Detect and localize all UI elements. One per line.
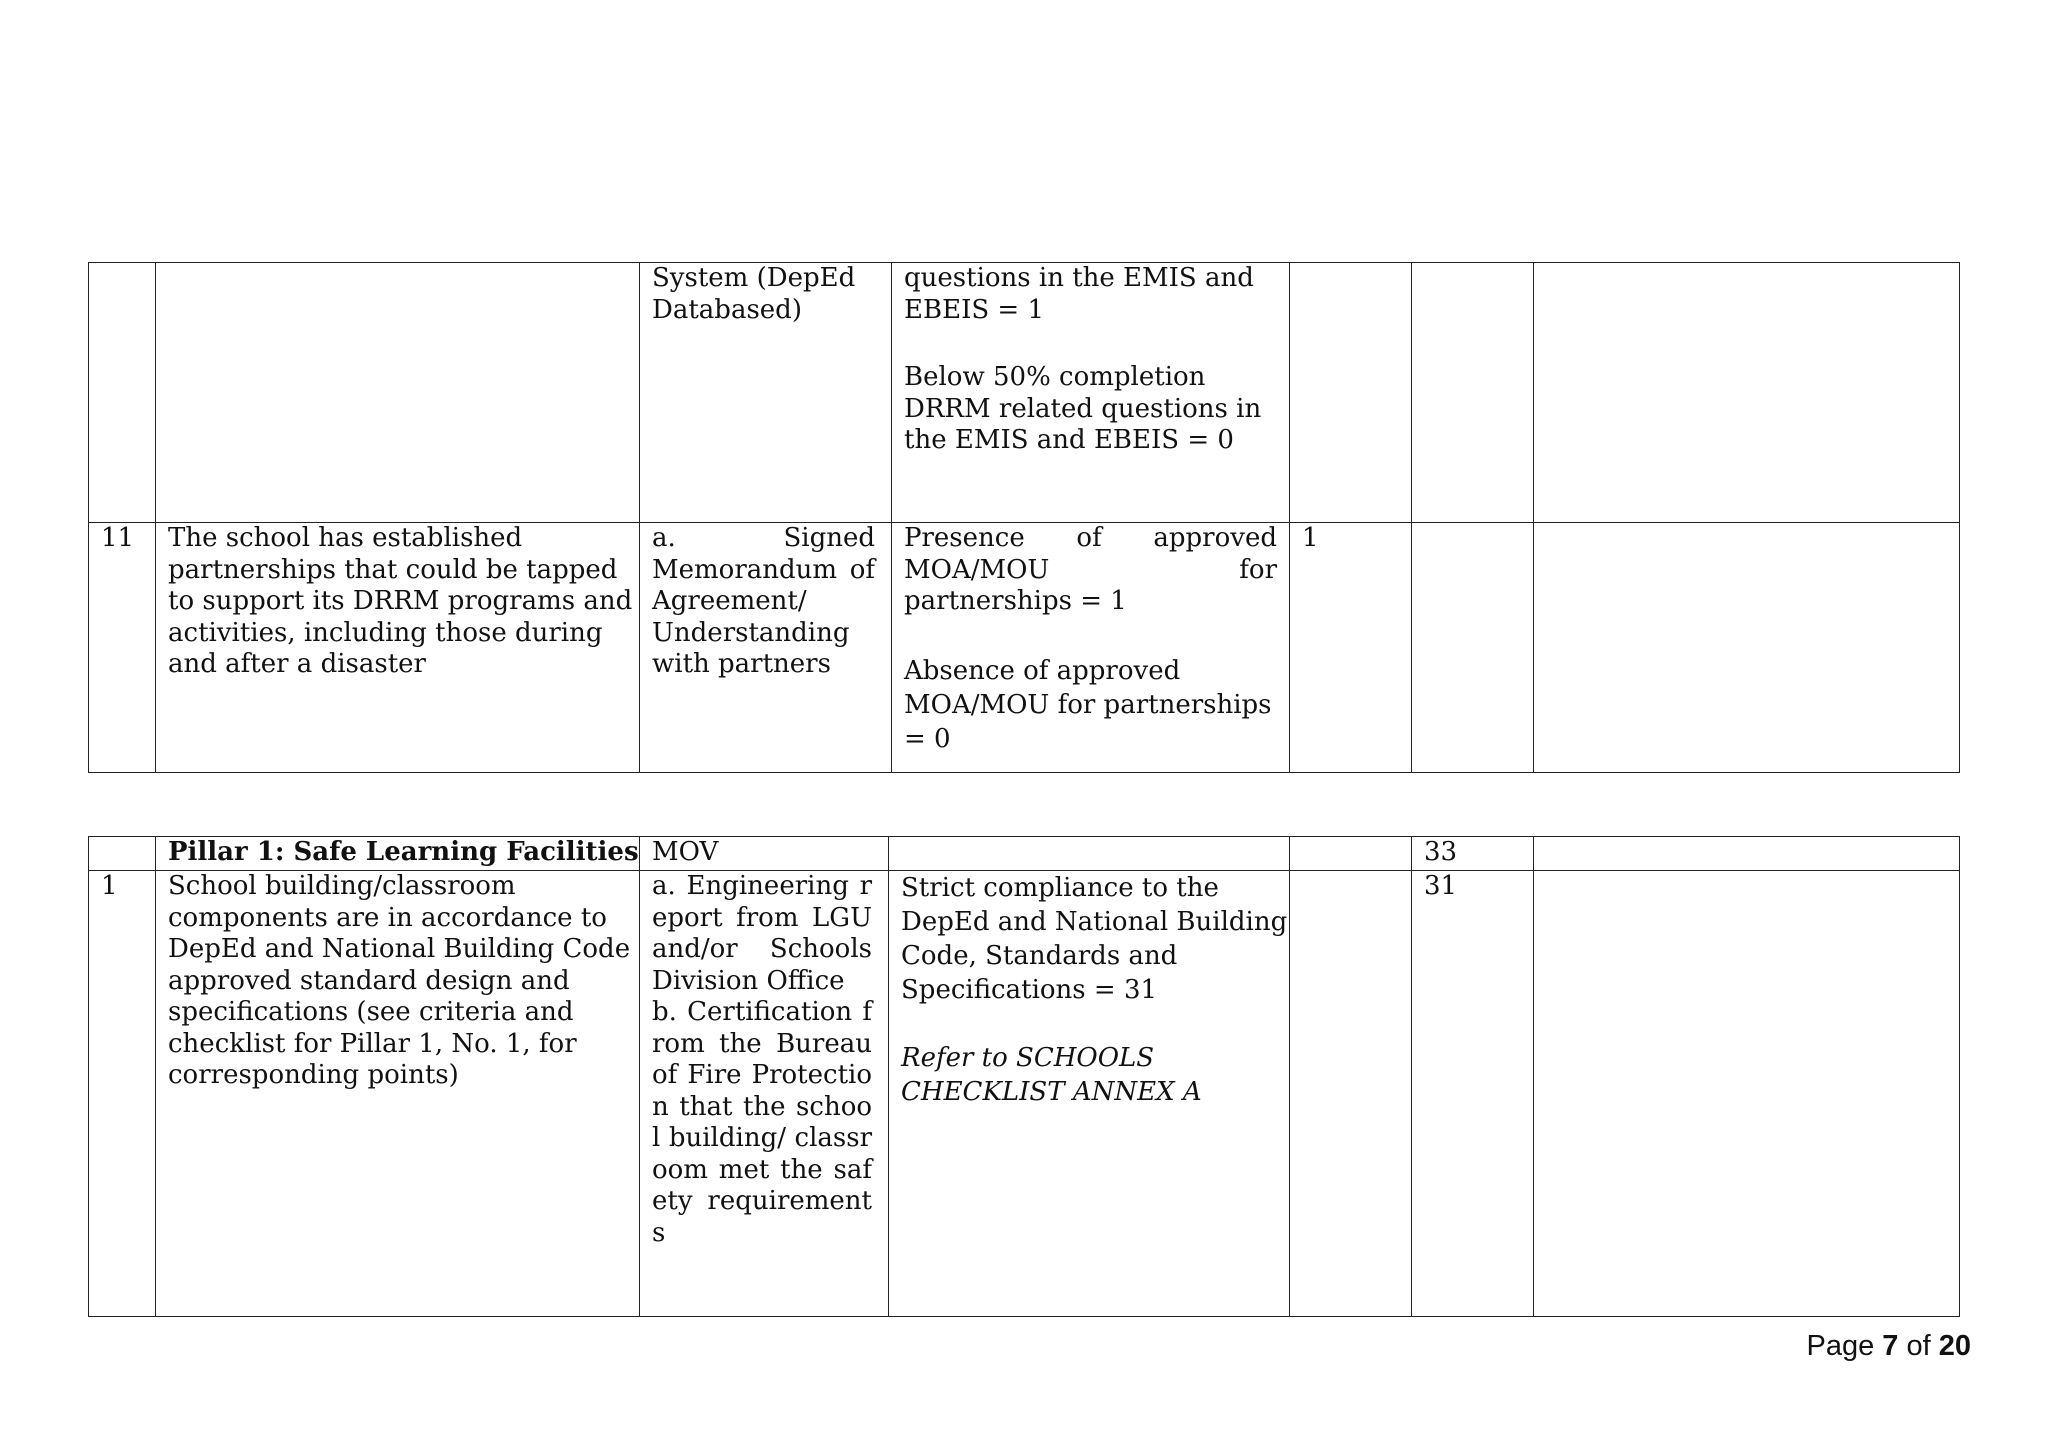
remarks-cell bbox=[1534, 837, 1960, 871]
criteria-text: Absence of approved MOA/MOU for partnerships = 0 bbox=[904, 655, 1272, 754]
score-cell bbox=[1290, 263, 1412, 523]
page-number: 7 bbox=[1882, 1330, 1899, 1362]
score-cell bbox=[1290, 871, 1412, 1317]
criteria-cell bbox=[889, 871, 1290, 1317]
points-total: 33 bbox=[1424, 837, 1458, 867]
remarks-cell bbox=[1534, 871, 1960, 1317]
row-number: 11 bbox=[101, 523, 135, 553]
criteria-text: MOA/MOU for bbox=[904, 554, 1277, 585]
indicator-text: School building/classroom components are in accordance to DepEd and National Building Code approved standard design and specifications (see criteria and checklist for Pillar 1, No. 1, for corresponding points) bbox=[168, 871, 631, 1090]
criteria-text: Below 50% completion DRRM related questions in the EMIS and EBEIS = 0 bbox=[904, 362, 1262, 455]
indicator-cell bbox=[156, 523, 640, 773]
indicator-text: The school has established partnerships that could be tapped to support its DRRM programs and activities, including those during and after a disaster bbox=[168, 523, 633, 679]
mov-header: MOV bbox=[652, 837, 719, 867]
criteria-cell bbox=[889, 837, 1290, 871]
of-word: of bbox=[1906, 1330, 1931, 1362]
page-footer bbox=[1806, 1330, 1971, 1363]
mov-text: a. Signed Memorandum of Agreement/ Understanding with partners bbox=[652, 523, 875, 679]
table-row bbox=[89, 523, 1960, 773]
criteria-cell bbox=[892, 263, 1290, 523]
criteria-text: questions in the EMIS and EBEIS = 1 bbox=[904, 263, 1254, 325]
score-cell bbox=[1290, 837, 1412, 871]
criteria-text: partnerships = 1 bbox=[904, 586, 1127, 616]
pillar-title: Pillar 1: Safe Learning Facilities bbox=[168, 837, 639, 867]
points-cell bbox=[1412, 837, 1534, 871]
table-row bbox=[89, 263, 1960, 523]
criteria-cell bbox=[892, 523, 1290, 773]
mov-header-cell bbox=[640, 837, 889, 871]
criteria-text: Presence of approved bbox=[904, 523, 1277, 553]
table-header-row bbox=[89, 837, 1960, 871]
remarks-cell bbox=[1534, 523, 1960, 773]
table-continued bbox=[88, 262, 1960, 773]
table-pillar-1 bbox=[88, 836, 1960, 1317]
points-text: 31 bbox=[1424, 871, 1458, 901]
number-cell bbox=[89, 871, 156, 1317]
indicator-cell bbox=[156, 871, 640, 1317]
number-cell bbox=[89, 523, 156, 773]
criteria-reference: Refer to SCHOOLS CHECKLIST ANNEX A bbox=[901, 1043, 1202, 1107]
page-word: Page bbox=[1806, 1330, 1875, 1362]
mov-text: b. Certification from the Bureau of Fire Protection that the school building/ classroom met the safety requirements bbox=[652, 997, 872, 1248]
indicator-cell bbox=[156, 263, 640, 523]
mov-cell bbox=[640, 263, 892, 523]
points-cell bbox=[1412, 263, 1534, 523]
row-number: 1 bbox=[101, 871, 118, 901]
points-cell bbox=[1412, 523, 1534, 773]
score-text: 1 bbox=[1302, 523, 1319, 553]
mov-cell bbox=[640, 523, 892, 773]
mov-cell bbox=[640, 871, 889, 1317]
table-row bbox=[89, 871, 1960, 1317]
criteria-text: Strict compliance to the DepEd and National Building Code, Standards and Specifications = 31 bbox=[901, 873, 1288, 1005]
number-cell bbox=[89, 837, 156, 871]
pillar-title-cell bbox=[156, 837, 640, 871]
remarks-cell bbox=[1534, 263, 1960, 523]
page-total: 20 bbox=[1938, 1330, 1971, 1362]
points-cell bbox=[1412, 871, 1534, 1317]
mov-text: a. Engineering report from LGU and/or Schools Division Office bbox=[652, 871, 872, 996]
mov-text: System (DepEd Databased) bbox=[652, 263, 856, 325]
number-cell bbox=[89, 263, 156, 523]
score-cell bbox=[1290, 523, 1412, 773]
